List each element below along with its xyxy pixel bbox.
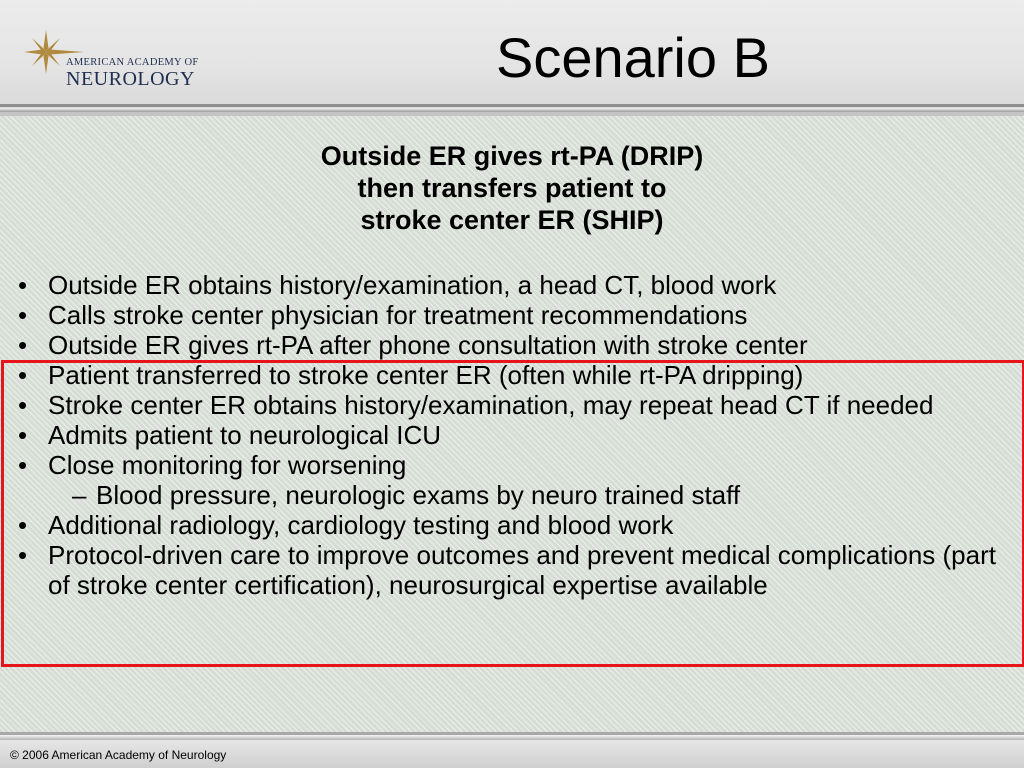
subtitle-line-2: then transfers patient to xyxy=(357,173,667,203)
sub-bullet-marker: – xyxy=(72,480,87,510)
subtitle-line-3: stroke center ER (SHIP) xyxy=(360,205,664,235)
bullet-item xyxy=(14,330,1014,360)
header-divider xyxy=(0,104,1024,107)
slide-title: Scenario B xyxy=(496,26,770,89)
bullet-text: Calls stroke center physician for treatment recommendations xyxy=(48,300,748,330)
bullet-text: Patient transferred to stroke center ER (often while rt-PA dripping) xyxy=(48,360,804,390)
bullet-marker: • xyxy=(18,540,28,570)
bullet-item xyxy=(14,270,1014,300)
copyright-text: © 2006 American Academy of Neurology xyxy=(10,748,227,762)
bullet-text: Protocol-driven care to improve outcomes and prevent medical complications (part of stroke center certification), neurosurgical expertise available xyxy=(48,540,996,600)
logo-text-line1: AMERICAN ACADEMY OF xyxy=(66,57,199,68)
header-divider-shadow xyxy=(0,112,1024,116)
highlight-box xyxy=(1,360,1024,667)
bullet-marker: • xyxy=(18,420,28,450)
bullet-marker: • xyxy=(18,270,28,300)
sub-bullet-text: Blood pressure, neurologic exams by neuro trained staff xyxy=(96,480,741,510)
header-bar xyxy=(0,0,1024,112)
bullet-marker: • xyxy=(18,450,28,480)
aan-logo xyxy=(22,26,232,96)
bullet-marker: • xyxy=(18,510,28,540)
bullet-item xyxy=(14,300,1014,330)
bullet-text: Additional radiology, cardiology testing and blood work xyxy=(48,510,674,540)
subtitle-line-1: Outside ER gives rt-PA (DRIP) xyxy=(320,141,704,171)
bullet-text: Admits patient to neurological ICU xyxy=(48,420,442,450)
bullet-text: Stroke center ER obtains history/examination, may repeat head CT if needed xyxy=(48,390,934,420)
bullet-marker: • xyxy=(18,330,28,360)
slide-subtitle xyxy=(0,140,1024,236)
footer-bar xyxy=(0,740,1024,768)
bullet-marker: • xyxy=(18,360,28,390)
bullet-text: Outside ER obtains history/examination, a head CT, blood work xyxy=(48,270,777,300)
bullet-text: Close monitoring for worsening xyxy=(48,450,407,480)
bullet-marker: • xyxy=(18,390,28,420)
logo-text-line2: NEUROLOGY xyxy=(66,68,195,90)
bullet-marker: • xyxy=(18,300,28,330)
bullet-text: Outside ER gives rt-PA after phone consultation with stroke center xyxy=(48,330,808,360)
